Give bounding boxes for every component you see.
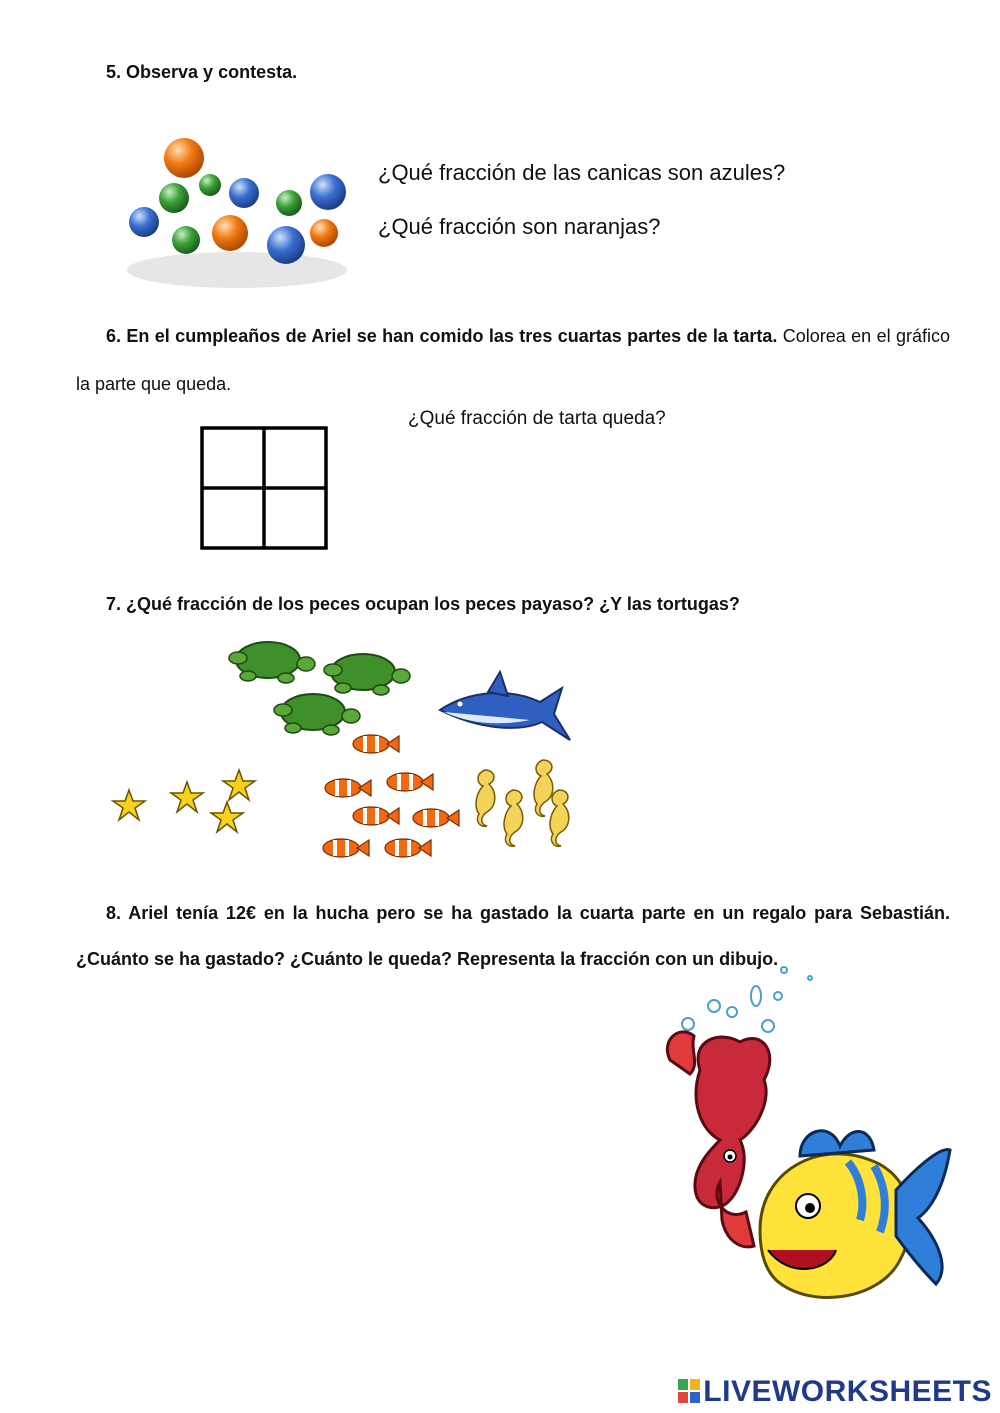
orange-marble bbox=[212, 215, 248, 251]
orange-marble bbox=[310, 219, 338, 247]
seahorse-icon bbox=[476, 770, 495, 826]
clownfish-icon bbox=[323, 839, 369, 857]
blue-marble bbox=[267, 226, 305, 264]
green-marble bbox=[172, 226, 200, 254]
exercise-5-title: 5. Observa y contesta. bbox=[106, 62, 298, 82]
liveworksheets-logo-text: LIVEWORKSHEETS bbox=[703, 1375, 992, 1408]
seahorse-icon bbox=[550, 790, 569, 846]
blue-marble bbox=[229, 178, 259, 208]
question-orange-marbles: ¿Qué fracción son naranjas? bbox=[378, 214, 661, 239]
clownfish-icon bbox=[387, 773, 433, 791]
green-marble bbox=[199, 174, 221, 196]
sea-animals-image bbox=[105, 630, 580, 875]
turtle-icon bbox=[229, 642, 315, 683]
crab-icon bbox=[667, 1032, 770, 1247]
starfish-icon bbox=[171, 782, 203, 812]
exercise-6-normal: Colorea en el gráfico la parte que queda. bbox=[76, 326, 950, 394]
exercise-6-bold: 6. En el cumpleaños de Ariel se han comido las tres cuartas partes de la tarta. bbox=[106, 326, 778, 346]
exercise-8-text: 8. Ariel tenía 12€ en la hucha pero se ha gastado la cuarta parte en un regalo para Sebastián. ¿Cuánto se ha gastado? ¿Cuánto le queda? Representa la fracción con un dibujo. bbox=[76, 903, 950, 969]
turtle-icon bbox=[324, 654, 410, 695]
fish-icon bbox=[760, 1131, 950, 1298]
liveworksheets-logo[interactable] bbox=[678, 1375, 992, 1409]
clownfish-icon bbox=[353, 807, 399, 825]
crab-and-fish-image bbox=[660, 950, 960, 1350]
green-marble bbox=[276, 190, 302, 216]
blue-marble bbox=[129, 207, 159, 237]
shark-icon bbox=[440, 672, 570, 740]
question-blue-marbles: ¿Qué fracción de las canicas son azules? bbox=[378, 160, 786, 185]
clownfish-icon bbox=[413, 809, 459, 827]
clownfish-icon bbox=[385, 839, 431, 857]
exercise-6-text bbox=[76, 312, 950, 408]
marbles-image bbox=[122, 130, 352, 295]
starfish-icon bbox=[223, 770, 255, 800]
clownfish-icon bbox=[353, 735, 399, 753]
clownfish-icon bbox=[325, 779, 371, 797]
seahorse-icon bbox=[534, 760, 553, 816]
starfish-icon bbox=[211, 802, 243, 832]
green-marble bbox=[159, 183, 189, 213]
seahorse-icon bbox=[504, 790, 523, 846]
cake-grid[interactable] bbox=[200, 426, 330, 552]
blue-marble bbox=[310, 174, 346, 210]
question-cake-fraction: ¿Qué fracción de tarta queda? bbox=[408, 408, 666, 429]
orange-marble bbox=[164, 138, 204, 178]
exercise-7-title: 7. ¿Qué fracción de los peces ocupan los peces payaso? ¿Y las tortugas? bbox=[106, 594, 740, 614]
turtle-icon bbox=[274, 694, 360, 735]
liveworksheets-mark-icon bbox=[678, 1379, 700, 1403]
starfish-icon bbox=[113, 790, 145, 820]
bubbles-icon bbox=[682, 967, 812, 1032]
